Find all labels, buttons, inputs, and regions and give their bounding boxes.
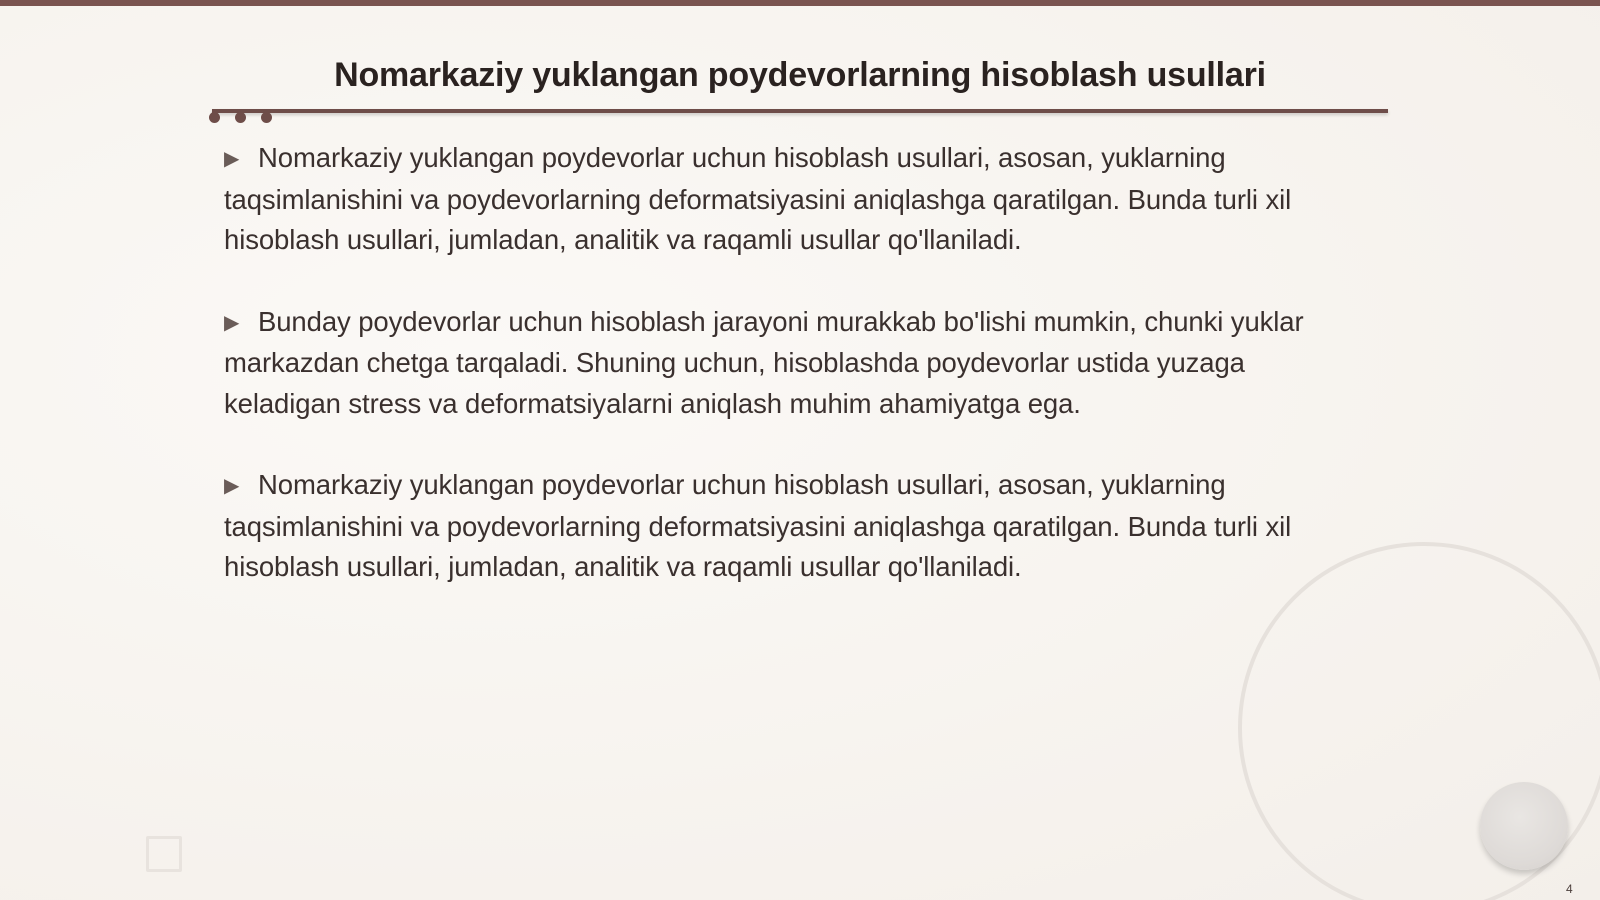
triangle-right-icon: ▶	[224, 148, 240, 170]
triangle-right-icon: ▶	[224, 311, 240, 334]
bullet-item	[224, 138, 1354, 261]
bullet-text: Nomarkaziy yuklangan poydevorlar uchun hisoblash usullari, asosan, yuklarning taqsimlanishini va poydevorlarning deformatsiyasini aniqlashga qaratilgan. Bunda turli xil hisoblash usullari, jumladan, analitik va raqamli usullar qo'llaniladi.	[224, 469, 1292, 582]
decorative-dot	[235, 112, 246, 123]
bullet-text: Bunday poydevorlar uchun hisoblash jarayoni murakkab bo'lishi mumkin, chunki yuklar markazdan chetga tarqaladi. Shuning uchun, hisoblashda poydevorlar ustida yuzaga keladigan stress va deformatsiyalarni aniqlash muhim ahamiyatga ega.	[224, 305, 1304, 419]
decorative-square	[146, 836, 182, 872]
decorative-circle	[1480, 782, 1568, 870]
decorative-dot	[261, 112, 272, 123]
decorative-dot	[209, 112, 220, 123]
title-underline	[212, 109, 1388, 113]
bullet-list	[224, 138, 1354, 629]
top-accent-bar	[0, 0, 1600, 6]
bullet-item	[224, 302, 1354, 425]
bullet-item	[224, 465, 1354, 588]
triangle-right-icon: ▶	[224, 475, 240, 497]
bullet-text: Nomarkaziy yuklangan poydevorlar uchun hisoblash usullari, asosan, yuklarning taqsimlanishini va poydevorlarning deformatsiyasini aniqlashga qaratilgan. Bunda turli xil hisoblash usullari, jumladan, analitik va raqamli usullar qo'llaniladi.	[224, 142, 1292, 255]
page-number: 4	[1566, 882, 1573, 896]
slide-title: Nomarkaziy yuklangan poydevorlarning hisoblash usullari	[334, 56, 1266, 94]
